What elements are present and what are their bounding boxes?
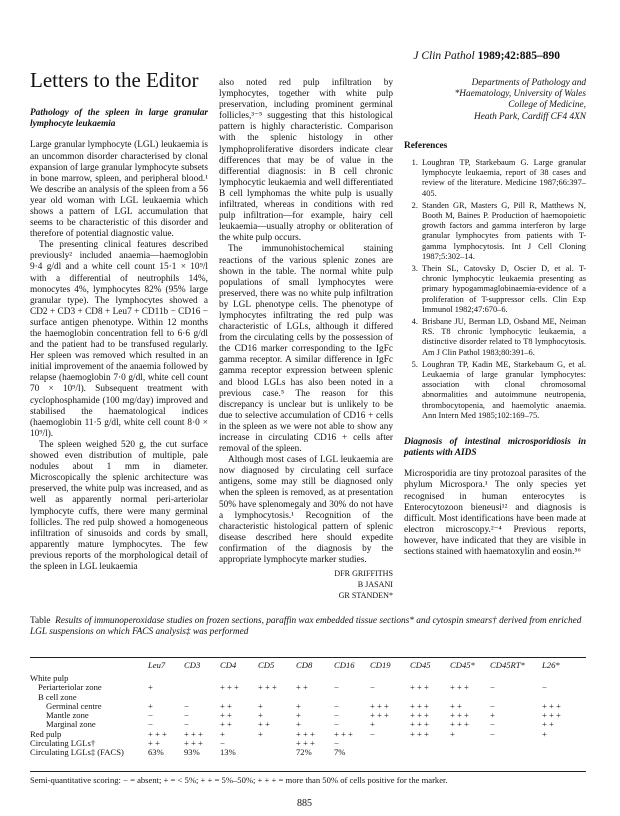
table-cell: + + + [542, 700, 561, 711]
table-cell: − [490, 728, 495, 739]
table-cell: − [490, 700, 495, 711]
table-cell [184, 674, 220, 683]
column-header: CD4 [220, 660, 237, 670]
table-cell: 7% [334, 747, 346, 758]
column-header: L26* [542, 660, 560, 670]
column-header: CD45RT* [490, 660, 525, 670]
table-cell: − [542, 682, 547, 693]
table-cell: − [490, 682, 495, 693]
table-cell: + [296, 719, 301, 730]
table-cell [296, 693, 334, 702]
affiliation-line: Departments of Pathology and [471, 78, 586, 88]
table-cell: + [258, 710, 263, 721]
reference-item: 1. Loughran TP, Starkebaum G. Large granular lymphocyte leukaemia, report of 38 cases and review of the literature. Medicine 1987;66:397–405. [420, 158, 586, 199]
table-caption [30, 616, 586, 639]
table-cell: 93% [184, 747, 200, 758]
table-cell: − [184, 700, 189, 711]
table-cell [258, 739, 296, 748]
table-cell: + + + [410, 682, 429, 693]
table-cell: + + + [410, 719, 429, 730]
row-label: Periarteriolar zone [38, 682, 102, 693]
row-label: Red pulp [30, 728, 62, 739]
table-cell: + + + [410, 710, 429, 721]
table-cell: + [296, 710, 301, 721]
journal-ref: 1989;42:885–890 [477, 50, 560, 62]
table-body [30, 674, 586, 758]
letter1-heading: Pathology of the spleen in large granular lymphocyte leukaemia [30, 108, 208, 130]
table-cell: 13% [220, 747, 236, 758]
column-3 [404, 78, 586, 558]
row-label: Marginal zone [46, 719, 96, 730]
letter2-heading: Diagnosis of intestinal microsporidiosis in patients with AIDS [404, 436, 586, 459]
reference-item: 5. Loughran TP, Kadin ME, Starkebaum G, et al. Leukaemia of large granular lymphocytes: association with clonal chromosomal abnormalities and autoimmune neutropenia, thrombocytopenia, and haemolytic anaemia. Ann Intern Med 1985;102:169–75. [420, 360, 586, 421]
table-top-rule [30, 657, 586, 658]
references-heading: References [404, 140, 448, 151]
reference-item: 4. Brisbane JU, Berman LD, Osband ME, Neiman RS. T8 chronic lymphocytic leukaemia, a distinctive disorder related to T8 lymphocytosis. Am J Clin Pathol 1983;80:391–6. [420, 317, 586, 358]
table-cell: − [220, 738, 225, 749]
column-header: CD19 [370, 660, 391, 670]
table-row [30, 674, 586, 683]
table-cell [450, 739, 490, 748]
letter2-paragraph-1: Microsporidia are tiny protozoal parasites of the phylum Microspora.¹ The only species yet recognised in human enterocytes is Enterocytozoon bieneusi¹² and diagnosis is difficult. Most identifications have been made at electron microscopy.²⁻⁴ Previous reports, however, have indicated that they are visible in sections stained with haematoxylin and eosin.⁵⁶ [404, 469, 586, 558]
table-cell [410, 748, 450, 757]
column-header: CD5 [258, 660, 275, 670]
table-cell: + [258, 728, 263, 739]
table-cell: + [370, 719, 375, 730]
table-cell: 72% [296, 747, 312, 758]
column-1 [30, 108, 208, 573]
table-cell [370, 739, 410, 748]
table-cell: + [220, 728, 225, 739]
row-label: Circulating LGLs‡ (FACS) [30, 747, 124, 758]
table-cell [490, 748, 542, 757]
table-cell [148, 693, 184, 702]
column-header: CD45* [450, 660, 475, 670]
affiliation-line: *Haematology, University of Wales [454, 89, 586, 100]
journal-name: J Clin Pathol [413, 50, 475, 62]
row-label: Circulating LGLs† [30, 738, 96, 749]
table-row [30, 711, 586, 720]
letter1-paragraph-2: The presenting clinical features described previously² included anaemia—haemoglobin 9·4 g/dl and a white cell count 15·1 × 10⁹/l with a differential of neutrophils 14%, monocytes 4%, lymphocytes 82% (95% large granular type). The lymphocytes showed a CD2 + CD3 + CD8 + Leu7 + CD11b − CD16 − surface antigen phenotype. Within 12 months the haemoglobin concentration fell to 6·6 g/dl and the patient had to be transfused regularly. Her spleen was removed which resulted in an initial improvement of the anaemia followed by relapse (haemoglobin 7·0 g/dl, white cell count 70 × 10⁹/l). Subsequent treatment with cyclophosphamide (100 mg/day) improved and stabilised the haematological indices (haemoglobin 11·5 g/dl, white cell count 8·0 × 10⁹/l). [30, 240, 208, 439]
table-cell: − [184, 710, 189, 721]
table-cell: + [450, 728, 455, 739]
table-legend: Semi-quantitative scoring: − = absent; + = < 5%; + + = 5%–50%; + + + = more than 50% of cells positive for the marker. [30, 775, 448, 785]
table-cell: + [542, 728, 547, 739]
section-title: Letters to the Editor [30, 68, 199, 92]
table-cell: + + + [148, 728, 167, 739]
table-cell [334, 674, 370, 683]
row-label: Mantle zone [46, 710, 89, 721]
table-cell [450, 748, 490, 757]
table-cell: + + + [184, 728, 203, 739]
letter1-paragraph-1: Large granular lymphocyte (LGL) leukaemia is an uncommon disorder characterised by clonal expansion of large granular lymphocyte subsets in bone marrow, spleen, and peripheral blood.¹ We describe an analysis of the spleen from a 56 year old woman with LGL leukaemia which shows a pattern of LGL accumulation that seems to be characteristic of this disorder and therefore of potential diagnostic value. [30, 140, 208, 240]
table-cell [490, 674, 542, 683]
table-cell: + + + [370, 710, 389, 721]
row-label: B cell zone [38, 691, 77, 702]
table-cell: + [148, 682, 153, 693]
affiliation-line: College of Medicine, [508, 100, 586, 111]
table-cell: + + [450, 700, 462, 711]
table-cell [542, 748, 586, 757]
table-cell: + + + [296, 738, 315, 749]
table-cell: + [258, 700, 263, 711]
column-2 [219, 78, 393, 601]
author: B JASANI [357, 580, 393, 590]
table-cell [410, 739, 450, 748]
table-cell: + + [542, 719, 554, 730]
column-header: Leu7 [148, 660, 166, 670]
table-cell: − [334, 738, 339, 749]
reference-item: 3. Thein SL, Catovsky D, Oscier D, et al. T-chronic lymphocytic leukaemia presenting as primary hypogammaglobinaemia-evidence of a proliferation of T-suppressor cells. Clin Exp Immunol 1982;47:670–6. [420, 264, 586, 315]
table-cell: − [334, 710, 339, 721]
table-cell: + + + [410, 700, 429, 711]
table-cell [490, 693, 542, 702]
letter1-paragraph-5: The immunohistochemical staining reactions of the various splenic zones are shown in the table. The normal white pulp populations of small lymphocytes were preserved, there was no white pulp infiltration by LGL phenotype cells. The phenotype of lymphocytes infiltrating the red pulp was characteristic of LGLs, although it differed from the circulating cells by the possession of the CD16 marker corresponding to the IgFc gamma receptor. A similar difference in IgFc gamma receptor expression between splenic and blood LGLs has also been noted in a previous case.⁵ The reason for this discrepancy is unclear but is unlikely to be due to selective accumulation of CD16 + cells in the spleen as we were not able to show any increase in circulating CD16 + cells after removal of the spleen. [219, 244, 393, 455]
table-bottom-rule [30, 771, 586, 772]
table-cell: − [370, 728, 375, 739]
table-cell [184, 693, 220, 702]
table-cell [258, 748, 296, 757]
table-cell: 63% [148, 747, 164, 758]
table-cell: + + [258, 719, 270, 730]
table-cell: + + + [296, 728, 315, 739]
row-label: White pulp [30, 673, 69, 683]
author-affiliation [404, 78, 586, 123]
table-cell: + + [220, 700, 232, 711]
table-row [30, 683, 586, 692]
table-cell: − [334, 682, 339, 693]
author: DFR GRIFFITHS [334, 569, 393, 579]
table-cell: + + [220, 710, 232, 721]
table-cell: + + + [370, 700, 389, 711]
row-label: Germinal centre [46, 700, 102, 711]
table-cell: − [148, 719, 153, 730]
page-number: 885 [297, 798, 312, 809]
table-cell: + [490, 710, 495, 721]
table-label: Table [30, 616, 51, 626]
table-cell: + + + [410, 728, 429, 739]
table-cell: + [148, 700, 153, 711]
table-cell: − [184, 719, 189, 730]
reference-item: 2. Standen GR, Masters G, Pill R, Matthews N, Booth M, Baines P. Production of haemopoietic growth factors and gamma interferon by large granular lymphocytes from patients with T-gamma lymphocytosis. Int J Cell Cloning 1987;5:302–14. [420, 201, 586, 262]
table-cell: − [490, 719, 495, 730]
column-header: CD16 [334, 660, 355, 670]
table-cell: + + + [450, 682, 469, 693]
table-cell [370, 748, 410, 757]
table-cell [542, 674, 586, 683]
table-cell: + + + [542, 710, 561, 721]
table-cell: + + + [450, 719, 469, 730]
journal-citation [413, 50, 560, 62]
table-cell [184, 683, 220, 692]
table-caption-text: Results of immunoperoxidase studies on frozen sections, paraffin wax embedded tissue sections* and cytospin smears† derived from enriched LGL suspensions on which FACS analysis‡ was performed [30, 616, 582, 638]
column-header: CD8 [296, 660, 313, 670]
table-header [30, 660, 586, 674]
table-cell: − [370, 682, 375, 693]
table-cell: + + + [220, 682, 239, 693]
table-row [30, 693, 586, 702]
letter1-paragraph-4: also noted red pulp infiltration by lymphocytes, together with white pulp preservation, including prominent germinal follicles,³⁻⁵ suggesting that this histological pattern is highly characteristic. Comparison with the splenic histology in other lymphoproliferative disorders indicate clear differences that may be of value in the differential diagnosis: in B cell chronic lymphocytic leukaemia and well differentiated B cell lymphomas the white pulp is usually infiltrated, whereas in conditions with red pulp infiltration—for example, hairy cell leukaemia—usually atrophy or obliteration of the white pulp occurs. [219, 78, 393, 244]
author: GR STANDEN* [338, 591, 393, 601]
table-cell [148, 674, 184, 683]
table-row [30, 702, 586, 711]
table-cell: − [334, 700, 339, 711]
table-cell [334, 693, 370, 702]
table-cell [370, 674, 410, 683]
affiliation-line: Heath Park, Cardiff CF4 4XN [474, 111, 586, 122]
results-table [30, 660, 586, 758]
table-cell: + + [296, 682, 308, 693]
column-header: CD3 [184, 660, 201, 670]
table-cell: − [334, 719, 339, 730]
letter1-paragraph-6: Although most cases of LGL leukaemia are now diagnosed by circulating cell surface antigens, some may still be diagnosed only when the spleen is removed, as at presentation 50% have splenomegaly and 30% do not have a lymphocytosis.¹ Recognition of the characteristic histological pattern of splenic disease described here should expedite confirmation of the diagnosis by the appropriate lymphocyte marker studies. [219, 455, 393, 566]
author-list [219, 568, 393, 601]
table-cell: − [148, 710, 153, 721]
table-cell: + + [148, 738, 160, 749]
letter1-paragraph-3: The spleen weighed 520 g, the cut surface showed even distribution of multiple, pale nodules about 1 mm in diameter. Microscopically the splenic architecture was preserved, the white pulp was increased, and as well as apparently normal peri-arteriolar lymphocyte cuffs, there were many germinal follicles. The red pulp showed a homogeneous infiltration of sinusoids and cords by small, apparently mature lymphocytes. The few previous reports of the morphological detail of the spleen in LGL leukaemia [30, 439, 208, 572]
reference-list [404, 158, 586, 421]
table-cell: + + + [334, 728, 353, 739]
table-cell: + + [220, 719, 232, 730]
table-cell: + [296, 700, 301, 711]
table-cell: + + + [184, 738, 203, 749]
table-cell: + + + [450, 710, 469, 721]
table-cell [542, 739, 586, 748]
table-row [30, 748, 586, 757]
table-cell: + + + [258, 682, 277, 693]
table-cell [490, 739, 542, 748]
table-cell [258, 693, 296, 702]
column-header: CD45 [410, 660, 431, 670]
